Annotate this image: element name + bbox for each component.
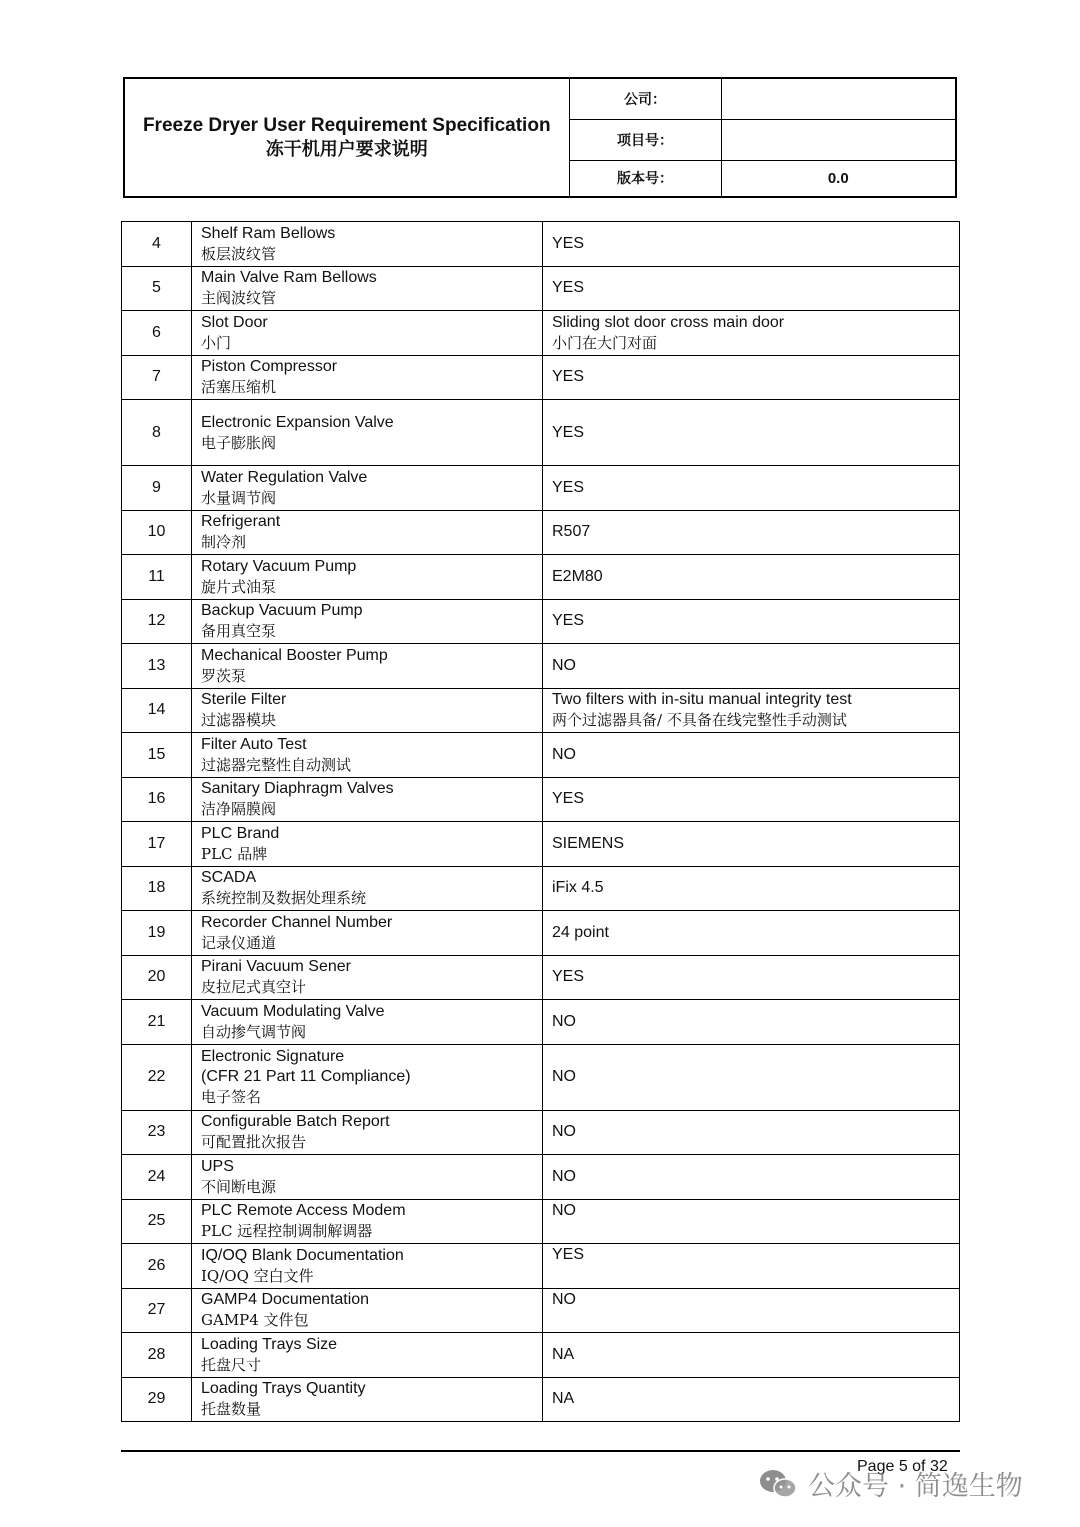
requirement-value-cell — [543, 1044, 960, 1110]
requirement-value-cell — [543, 311, 960, 356]
requirement-value-en: NO — [552, 1167, 576, 1185]
page-number: Page 5 of 32 — [857, 1458, 948, 1475]
requirement-value-cell — [543, 866, 960, 911]
requirement-value-zh: 小门在大门对面 — [552, 333, 658, 352]
item-name-zh: PLC 品牌 — [201, 844, 268, 863]
requirement-value-cell — [543, 466, 960, 511]
requirement-value-en: NA — [552, 1345, 575, 1363]
item-name-zh: 电子签名 — [201, 1088, 262, 1106]
requirement-value-cell — [543, 1199, 960, 1244]
row-number: 19 — [122, 911, 192, 956]
item-name-en: Sterile Filter — [201, 691, 287, 709]
requirement-value-en: YES — [552, 423, 585, 441]
item-cell — [192, 466, 543, 511]
row-number: 24 — [122, 1155, 192, 1200]
table-row — [122, 777, 960, 822]
requirement-value-en: YES — [552, 478, 585, 496]
item-name-zh: 不间断电源 — [201, 1177, 277, 1196]
row-number: 6 — [122, 311, 192, 356]
row-number: 18 — [122, 866, 192, 911]
item-name-en: Configurable Batch Report — [201, 1113, 390, 1131]
item-name-en: Loading Trays Size — [201, 1335, 338, 1353]
requirement-value-cell — [543, 355, 960, 400]
item-name-en: Rotary Vacuum Pump — [201, 557, 357, 575]
requirement-value-en: NO — [552, 1201, 576, 1219]
row-number: 23 — [122, 1110, 192, 1155]
table-row — [122, 733, 960, 778]
item-cell — [192, 1288, 543, 1333]
item-cell — [192, 688, 543, 733]
requirement-value-cell — [543, 688, 960, 733]
item-name-en: PLC Remote Access Modem — [201, 1202, 406, 1220]
row-number: 22 — [122, 1044, 192, 1110]
requirement-value-en: 24 point — [552, 923, 609, 941]
table-row — [122, 1288, 960, 1333]
row-number: 12 — [122, 599, 192, 644]
row-number: 28 — [122, 1333, 192, 1378]
requirement-value-en: YES — [552, 234, 585, 252]
item-cell — [192, 311, 543, 356]
table-row — [122, 222, 960, 267]
item-name-en: Water Regulation Valve — [201, 468, 368, 486]
row-number: 21 — [122, 1000, 192, 1045]
item-name-zh: 自动掺气调节阀 — [201, 1022, 307, 1041]
item-name-zh: 过滤器完整性自动测试 — [201, 755, 352, 774]
row-number: 15 — [122, 733, 192, 778]
item-name-en: Main Valve Ram Bellows — [201, 269, 377, 287]
item-cell — [192, 644, 543, 689]
table-row — [122, 1333, 960, 1378]
item-cell — [192, 1110, 543, 1155]
footer-divider — [121, 1450, 960, 1452]
row-number: 4 — [122, 222, 192, 267]
table-row — [122, 911, 960, 956]
requirement-value-en: YES — [552, 279, 585, 297]
table-row — [122, 1377, 960, 1422]
item-name-en: Slot Door — [201, 313, 268, 331]
wechat-watermark — [758, 1464, 1023, 1503]
requirement-value-en: Sliding slot door cross main door — [552, 313, 785, 331]
row-number: 14 — [122, 688, 192, 733]
row-number: 20 — [122, 955, 192, 1000]
item-name-zh: 制冷剂 — [201, 533, 247, 552]
requirement-value-en: NO — [552, 1068, 576, 1085]
item-name-zh: IQ/OQ 空白文件 — [201, 1266, 314, 1285]
requirements-table — [121, 221, 960, 1422]
requirement-value-cell — [543, 777, 960, 822]
requirement-value-en: iFix 4.5 — [552, 879, 604, 897]
item-cell — [192, 355, 543, 400]
item-cell — [192, 1199, 543, 1244]
requirement-value-en: YES — [552, 612, 585, 630]
item-name-en: Refrigerant — [201, 513, 281, 531]
item-name-zh: 备用真空泵 — [201, 622, 277, 641]
document-title-zh: 冻干机用户要求说明 — [265, 138, 428, 160]
item-name-en: Shelf Ram Bellows — [201, 224, 336, 242]
table-row — [122, 599, 960, 644]
item-name-zh: 可配置批次报告 — [201, 1133, 307, 1152]
requirement-value-cell — [543, 222, 960, 267]
item-cell — [192, 1244, 543, 1289]
watermark-text: 公众号 · 简逸生物 — [808, 1471, 1023, 1502]
table-row — [122, 1155, 960, 1200]
item-name-zh: 过滤器模块 — [201, 711, 277, 730]
item-name-en: SCADA — [201, 869, 257, 887]
item-name-zh: 水量调节阀 — [201, 488, 277, 507]
requirement-value-cell — [543, 733, 960, 778]
row-number: 11 — [122, 555, 192, 600]
requirement-value-cell — [543, 1333, 960, 1378]
item-cell — [192, 733, 543, 778]
item-name-zh: 主阀波纹管 — [201, 289, 277, 308]
item-name-en: Recorder Channel Number — [201, 913, 393, 931]
item-name-en: Vacuum Modulating Valve — [201, 1002, 385, 1020]
item-name-zh: 托盘尺寸 — [201, 1355, 262, 1374]
item-name-zh: 旋片式油泵 — [201, 577, 277, 596]
item-cell — [192, 866, 543, 911]
item-name-en: Filter Auto Test — [201, 735, 307, 753]
document-header — [123, 77, 957, 198]
row-number: 26 — [122, 1244, 192, 1289]
requirement-value-zh: 两个过滤器具备/ 不具备在线完整性手动测试 — [552, 711, 847, 730]
requirement-value-cell — [543, 1000, 960, 1045]
item-name-en: IQ/OQ Blank Documentation — [201, 1246, 404, 1264]
version-value: 0.0 — [721, 160, 956, 197]
row-number: 29 — [122, 1377, 192, 1422]
item-cell — [192, 911, 543, 956]
item-cell — [192, 1377, 543, 1422]
requirement-value-en: NO — [552, 1012, 576, 1030]
requirement-value-en: NO — [552, 1290, 576, 1308]
item-name-zh: 皮拉尼式真空计 — [201, 978, 307, 997]
table-row — [122, 466, 960, 511]
table-row — [122, 400, 960, 466]
requirement-value-cell — [543, 822, 960, 867]
item-cell — [192, 1044, 543, 1110]
requirement-value-en: YES — [552, 1246, 585, 1263]
table-row — [122, 311, 960, 356]
requirement-value-en: Two filters with in-situ manual integrity test — [552, 691, 852, 709]
requirement-value-en: NA — [552, 1390, 575, 1408]
item-name-zh: PLC 远程控制调制解调器 — [201, 1222, 373, 1241]
row-number: 13 — [122, 644, 192, 689]
item-name-en: Piston Compressor — [201, 358, 338, 376]
table-row — [122, 866, 960, 911]
requirement-value-cell — [543, 1377, 960, 1422]
item-cell — [192, 1000, 543, 1045]
row-number: 8 — [122, 400, 192, 466]
item-name-zh: 板层波纹管 — [201, 244, 277, 263]
row-number: 25 — [122, 1199, 192, 1244]
item-name-en: Backup Vacuum Pump — [201, 602, 363, 620]
project-number-value — [721, 119, 956, 160]
requirement-value-en: R507 — [552, 523, 591, 541]
requirement-value-cell — [543, 555, 960, 600]
table-row — [122, 355, 960, 400]
row-number: 17 — [122, 822, 192, 867]
requirement-value-en: YES — [552, 368, 585, 386]
item-cell — [192, 266, 543, 311]
item-cell — [192, 777, 543, 822]
item-cell — [192, 1155, 543, 1200]
item-name-en: Sanitary Diaphragm Valves — [201, 780, 394, 798]
requirement-value-en: SIEMENS — [552, 834, 625, 852]
item-name-zh: GAMP4 文件包 — [201, 1311, 309, 1330]
item-name-zh: 罗茨泵 — [201, 666, 247, 685]
table-row — [122, 822, 960, 867]
item-name-zh: 活塞压缩机 — [201, 378, 277, 397]
table-row — [122, 1000, 960, 1045]
table-row — [122, 1244, 960, 1289]
requirement-value-en: NO — [552, 745, 576, 763]
requirement-value-cell — [543, 955, 960, 1000]
item-cell — [192, 510, 543, 555]
item-name-zh: 洁净隔膜阀 — [201, 800, 277, 819]
version-label: 版本号： — [569, 160, 721, 197]
requirement-value-cell — [543, 1244, 960, 1289]
table-row — [122, 266, 960, 311]
requirement-value-en: NO — [552, 656, 576, 674]
table-row — [122, 1044, 960, 1110]
company-value — [721, 78, 956, 119]
table-row — [122, 1199, 960, 1244]
item-name-en: Pirani Vacuum Sener — [201, 958, 351, 976]
item-name-zh: 小门 — [201, 333, 232, 352]
requirement-value-cell — [543, 1288, 960, 1333]
row-number: 10 — [122, 510, 192, 555]
item-cell — [192, 400, 543, 466]
row-number: 27 — [122, 1288, 192, 1333]
document-title-en: Freeze Dryer User Requirement Specification — [142, 114, 551, 136]
table-row — [122, 955, 960, 1000]
document-title-cell — [124, 78, 569, 197]
item-cell — [192, 955, 543, 1000]
table-row — [122, 510, 960, 555]
table-row — [122, 644, 960, 689]
project-number-label: 项目号： — [569, 119, 721, 160]
item-cell — [192, 1333, 543, 1378]
item-name-zh: 托盘数量 — [201, 1400, 262, 1419]
item-cell — [192, 599, 543, 644]
item-cell — [192, 822, 543, 867]
requirement-value-cell — [543, 1155, 960, 1200]
item-name-en: Loading Trays Quantity — [201, 1380, 366, 1398]
item-cell — [192, 222, 543, 267]
row-number: 9 — [122, 466, 192, 511]
requirement-value-en: NO — [552, 1123, 576, 1141]
requirement-value-en: E2M80 — [552, 567, 603, 585]
item-name-en: PLC Brand — [201, 824, 280, 842]
requirement-value-en: YES — [552, 968, 585, 986]
company-label: 公司： — [569, 78, 721, 119]
wechat-icon — [758, 1469, 798, 1499]
table-row — [122, 1110, 960, 1155]
requirement-value-cell — [543, 400, 960, 466]
requirement-value-cell — [543, 599, 960, 644]
item-name-zh: 记录仪通道 — [201, 933, 277, 952]
requirement-value-cell — [543, 510, 960, 555]
requirement-value-cell — [543, 1110, 960, 1155]
item-name-en: GAMP4 Documentation — [201, 1291, 370, 1309]
item-name-en: UPS — [201, 1157, 234, 1175]
requirement-value-cell — [543, 266, 960, 311]
item-cell — [192, 555, 543, 600]
requirement-value-cell — [543, 644, 960, 689]
item-name-en: Electronic Expansion Valve — [201, 413, 394, 431]
requirement-value-cell — [543, 911, 960, 956]
table-row — [122, 555, 960, 600]
table-row — [122, 688, 960, 733]
requirement-value-en: YES — [552, 790, 585, 808]
item-name-en-sub: (CFR 21 Part 11 Compliance) — [201, 1068, 411, 1085]
item-name-en: Mechanical Booster Pump — [201, 646, 388, 664]
item-name-zh: 系统控制及数据处理系统 — [201, 889, 367, 908]
item-name-zh: 电子膨胀阀 — [201, 433, 277, 452]
row-number: 16 — [122, 777, 192, 822]
row-number: 5 — [122, 266, 192, 311]
row-number: 7 — [122, 355, 192, 400]
item-name-en: Electronic Signature — [201, 1048, 345, 1065]
